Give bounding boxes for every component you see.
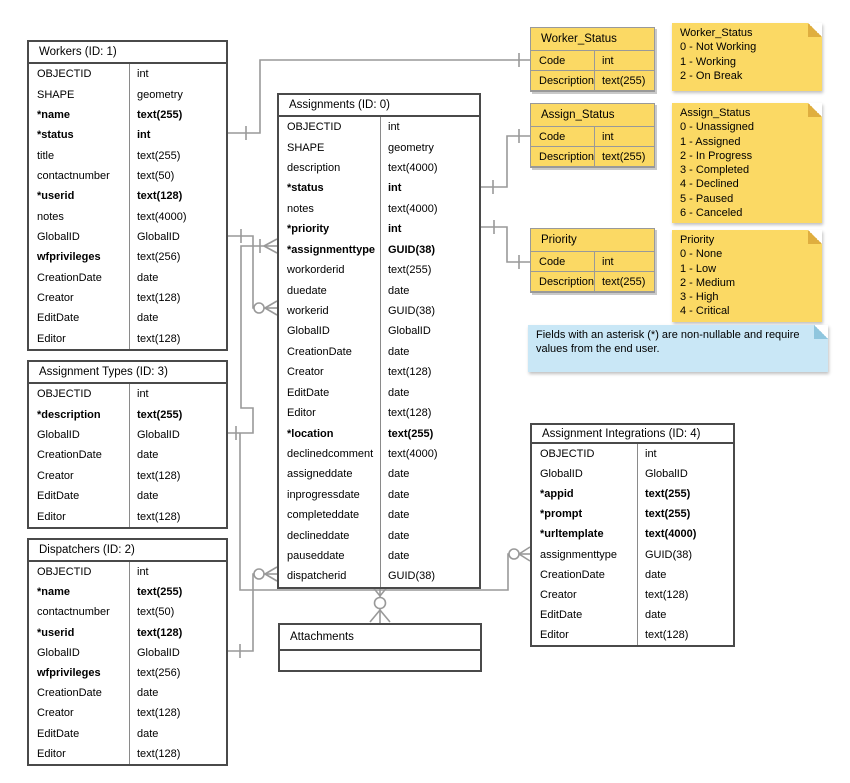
field-type: GlobalID [137, 429, 180, 442]
field-type: text(255) [137, 108, 183, 121]
field-type: GUID(38) [388, 243, 436, 256]
field-name: assigneddate [287, 468, 353, 481]
table-assignment-types[interactable] [27, 360, 228, 529]
field-type: text(255) [645, 508, 691, 521]
field-row[interactable] [531, 147, 654, 167]
note-line: 0 - Not Working [680, 41, 757, 54]
note-line: Worker_Status [680, 27, 753, 39]
note-line: 1 - Working [680, 55, 737, 68]
note-line: 2 - On Break [680, 69, 743, 82]
field-type: date [137, 490, 159, 503]
column-divider [129, 562, 130, 764]
field-row[interactable] [29, 207, 226, 227]
field-type: text(255) [137, 149, 181, 162]
field-row[interactable] [29, 562, 226, 582]
field-row[interactable] [279, 219, 479, 239]
field-row[interactable] [29, 486, 226, 506]
field-type: date [388, 509, 410, 522]
field-type: date [645, 568, 667, 581]
field-row[interactable] [532, 504, 733, 524]
field-name: CreationDate [37, 449, 102, 462]
field-row[interactable] [29, 166, 226, 186]
field-name: notes [37, 210, 64, 223]
note-line: 3 - Completed [680, 164, 750, 177]
field-row[interactable] [29, 683, 226, 703]
field-type: int [137, 388, 149, 401]
field-row[interactable] [29, 186, 226, 206]
field-row[interactable] [279, 485, 479, 505]
field-name: Creator [540, 588, 577, 601]
field-name: workerid [287, 305, 329, 317]
table-title: Attachments [290, 631, 354, 643]
field-type: date [388, 529, 410, 542]
field-name: *urltemplate [540, 528, 604, 541]
note-line: 1 - Assigned [680, 135, 741, 148]
field-row[interactable] [279, 546, 479, 566]
field-name: EditDate [37, 727, 80, 740]
field-row[interactable] [29, 582, 226, 602]
note-line: 5 - Paused [680, 192, 734, 205]
table-header-assignment-integrations[interactable] [532, 425, 733, 444]
field-type: date [137, 449, 159, 462]
field-name: *status [287, 182, 324, 195]
field-type: text(4000) [388, 447, 438, 460]
field-row[interactable] [279, 382, 479, 402]
connector-assignments-status-assign-status[interactable] [481, 129, 530, 194]
field-row[interactable] [532, 524, 733, 544]
field-row[interactable] [29, 643, 226, 663]
folded-corner-icon [808, 23, 822, 37]
field-name: OBJECTID [540, 448, 595, 461]
field-type: date [137, 312, 159, 325]
table-title: Assignment Integrations (ID: 4) [542, 427, 701, 440]
field-name: Creator [37, 469, 74, 482]
field-name: description [287, 162, 341, 175]
field-row[interactable] [29, 703, 226, 723]
note-line: 0 - None [680, 248, 723, 261]
table-header-priority[interactable] [531, 229, 654, 252]
field-row[interactable] [279, 280, 479, 300]
field-row[interactable] [279, 403, 479, 423]
note-line: 2 - Medium [680, 276, 736, 289]
field-row[interactable] [29, 247, 226, 267]
field-name: *prompt [540, 508, 583, 521]
column-divider [129, 64, 130, 349]
field-type: text(128) [645, 628, 689, 641]
folded-corner-icon [808, 103, 822, 117]
field-row[interactable] [532, 544, 733, 564]
field-name: dispatcherid [287, 570, 347, 583]
field-row[interactable] [29, 404, 226, 424]
field-type: GlobalID [645, 468, 688, 481]
table-worker-status[interactable] [530, 27, 655, 92]
column-divider [129, 384, 130, 527]
field-type: text(256) [137, 251, 181, 264]
field-name: SHAPE [37, 88, 75, 101]
table-title: Dispatchers (ID: 2) [39, 544, 135, 556]
field-row[interactable] [29, 384, 226, 404]
field-row[interactable] [29, 329, 226, 349]
field-name: Editor [37, 332, 66, 345]
field-type: text(255) [645, 488, 691, 501]
field-type: text(255) [602, 74, 646, 87]
field-type: date [388, 468, 410, 481]
field-type: text(50) [137, 169, 175, 182]
field-row[interactable] [531, 127, 654, 147]
field-type: int [137, 68, 149, 81]
field-name: contactnumber [37, 606, 110, 619]
note-line: Priority [680, 234, 715, 246]
field-row[interactable] [532, 484, 733, 504]
field-name: Creator [37, 292, 74, 305]
field-type: text(255) [137, 586, 183, 599]
table-assignment-integrations[interactable] [530, 423, 735, 647]
field-name: declineddate [287, 529, 350, 542]
field-name: Description [539, 74, 595, 87]
asterisk-note[interactable] [528, 325, 828, 372]
field-type: GUID(38) [645, 548, 693, 561]
field-row[interactable] [531, 71, 654, 91]
field-type: int [602, 130, 614, 143]
field-type: text(128) [137, 510, 181, 523]
field-name: GlobalID [287, 325, 330, 338]
field-type: text(255) [602, 150, 646, 163]
field-name: title [37, 149, 55, 162]
field-row[interactable] [531, 51, 654, 71]
field-row[interactable] [532, 585, 733, 605]
field-row[interactable] [29, 64, 226, 84]
worker-status-note[interactable] [672, 23, 822, 91]
table-title: Assignments (ID: 0) [289, 99, 390, 111]
field-name: SHAPE [287, 141, 325, 154]
field-type: date [137, 727, 159, 740]
field-name: *assignmenttype [287, 243, 376, 256]
field-name: Code [539, 255, 566, 268]
field-row[interactable] [279, 178, 479, 198]
field-name: Editor [287, 407, 316, 420]
field-row[interactable] [279, 525, 479, 545]
field-name: *location [287, 427, 334, 440]
table-priority[interactable] [530, 228, 655, 293]
field-name: *appid [540, 488, 574, 501]
column-divider [594, 127, 595, 167]
field-row[interactable] [279, 158, 479, 178]
table-header-assignments[interactable] [279, 95, 479, 117]
field-row[interactable] [279, 301, 479, 321]
field-type: text(128) [388, 407, 432, 420]
field-row[interactable] [279, 117, 479, 137]
field-name: notes [287, 202, 314, 215]
field-type: date [388, 284, 410, 297]
field-name: CreationDate [37, 687, 102, 700]
field-type: text(50) [137, 606, 175, 619]
field-row[interactable] [279, 464, 479, 484]
priority-note[interactable] [672, 230, 822, 322]
field-row[interactable] [279, 260, 479, 280]
field-row[interactable] [279, 423, 479, 443]
field-type: int [137, 129, 151, 142]
field-row[interactable] [29, 507, 226, 527]
field-name: Description [539, 150, 595, 163]
field-row[interactable] [279, 137, 479, 157]
field-row[interactable] [279, 240, 479, 260]
field-type: int [388, 121, 400, 134]
field-name: *name [37, 586, 71, 599]
field-row[interactable] [279, 321, 479, 341]
field-row[interactable] [531, 272, 654, 292]
field-name: OBJECTID [287, 121, 342, 134]
field-name: Code [539, 130, 566, 143]
field-row[interactable] [279, 566, 479, 586]
field-row[interactable] [280, 651, 480, 670]
field-name: duedate [287, 284, 327, 297]
folded-corner-icon [814, 325, 828, 339]
field-name: GlobalID [37, 429, 80, 442]
field-type: int [645, 448, 657, 461]
table-title: Assignment Types (ID: 3) [39, 366, 168, 378]
note-line: 2 - In Progress [680, 149, 753, 162]
field-type: text(128) [645, 588, 689, 601]
field-name: EditDate [37, 490, 80, 503]
field-type: date [388, 345, 410, 358]
assign-status-note[interactable] [672, 103, 822, 223]
field-row[interactable] [29, 623, 226, 643]
table-header-workers[interactable] [29, 42, 226, 64]
connector-dispatchers-globalid-assignments-dispatcherid[interactable] [228, 567, 277, 658]
field-name: GlobalID [37, 231, 80, 244]
field-row[interactable] [532, 444, 733, 464]
field-row[interactable] [279, 342, 479, 362]
table-workers[interactable] [27, 40, 228, 351]
field-name: *priority [287, 223, 330, 236]
field-type: date [137, 271, 159, 284]
field-type: int [388, 182, 402, 195]
note-line: 3 - High [680, 291, 719, 304]
table-attachments[interactable] [278, 623, 482, 672]
field-type: text(128) [137, 707, 181, 720]
field-type: text(255) [388, 427, 434, 440]
field-type: date [388, 550, 410, 563]
field-name: contactnumber [37, 169, 110, 182]
field-type: text(4000) [388, 162, 438, 175]
field-name: Editor [37, 747, 66, 760]
column-divider [380, 117, 381, 587]
table-header-attachments[interactable] [280, 625, 480, 651]
field-row[interactable] [532, 625, 733, 645]
field-name: declinedcomment [287, 447, 374, 460]
field-row[interactable] [29, 288, 226, 308]
field-type: text(128) [137, 190, 183, 203]
field-type: text(128) [388, 366, 432, 379]
field-name: *name [37, 108, 71, 121]
field-name: Description [539, 275, 595, 288]
field-name: Creator [37, 707, 74, 720]
field-row[interactable] [29, 145, 226, 165]
field-type: GUID(38) [388, 305, 436, 317]
field-name: assignmenttype [540, 548, 618, 561]
table-title: Workers (ID: 1) [39, 46, 117, 58]
field-row[interactable] [29, 425, 226, 445]
field-type: date [645, 608, 667, 621]
field-name: *userid [37, 626, 75, 639]
field-type: GUID(38) [388, 570, 436, 583]
table-title: Priority [541, 234, 577, 246]
field-name: EditDate [287, 386, 330, 399]
field-name: EditDate [37, 312, 80, 325]
field-type: text(128) [137, 747, 181, 760]
field-row[interactable] [29, 744, 226, 764]
field-type: geometry [137, 88, 183, 101]
field-name: CreationDate [37, 271, 102, 284]
field-type: text(128) [137, 626, 183, 639]
column-divider [594, 252, 595, 292]
field-type: text(128) [137, 469, 181, 482]
field-row[interactable] [29, 125, 226, 145]
field-name: CreationDate [287, 345, 352, 358]
column-divider [594, 51, 595, 91]
field-row[interactable] [531, 252, 654, 272]
field-type: text(4000) [137, 210, 187, 223]
connector-workers-globalid-assignments-workerid[interactable] [228, 229, 277, 315]
field-type: int [388, 223, 402, 236]
field-name: workorderid [287, 264, 345, 277]
field-type: int [137, 566, 149, 579]
field-row[interactable] [29, 308, 226, 328]
field-row[interactable] [29, 268, 226, 288]
table-title: Worker_Status [541, 33, 617, 45]
field-name: wfprivileges [37, 251, 101, 264]
field-name: Editor [37, 510, 66, 523]
field-row[interactable] [29, 466, 226, 486]
field-row[interactable] [29, 602, 226, 622]
note-line: 4 - Declined [680, 178, 739, 191]
field-type: int [602, 255, 614, 268]
field-name: Creator [287, 366, 324, 379]
field-name: *status [37, 129, 74, 142]
field-name: Editor [540, 628, 569, 641]
field-name: *description [37, 408, 101, 421]
field-type: GlobalID [137, 646, 180, 659]
field-name: CreationDate [540, 568, 605, 581]
field-row[interactable] [29, 724, 226, 744]
note-line: Assign_Status [680, 107, 751, 119]
column-divider [637, 444, 638, 645]
table-header-worker-status[interactable] [531, 28, 654, 51]
field-row[interactable] [532, 605, 733, 625]
field-name: inprogressdate [287, 488, 360, 501]
field-row[interactable] [279, 505, 479, 525]
field-type: date [388, 386, 410, 399]
field-name: GlobalID [37, 646, 80, 659]
field-type: date [388, 488, 410, 501]
field-name: Code [539, 54, 566, 67]
field-row[interactable] [29, 105, 226, 125]
table-header-dispatchers[interactable] [29, 540, 226, 562]
field-row[interactable] [279, 362, 479, 382]
field-name: EditDate [540, 608, 583, 621]
table-assignments[interactable] [277, 93, 481, 589]
field-name: wfprivileges [37, 667, 101, 680]
table-assign-status[interactable] [530, 103, 655, 168]
connector-assignments-priority-priority[interactable] [481, 220, 530, 269]
field-type: text(4000) [645, 528, 697, 541]
field-name: *userid [37, 190, 75, 203]
field-type: text(128) [137, 292, 181, 305]
field-type: text(4000) [388, 202, 438, 215]
field-row[interactable] [532, 464, 733, 484]
field-type: text(255) [602, 275, 646, 288]
table-header-assignment-types[interactable] [29, 362, 226, 384]
field-name: OBJECTID [37, 388, 92, 401]
note-line: 0 - Unassigned [680, 121, 754, 134]
field-type: date [137, 687, 159, 700]
field-name: GlobalID [540, 468, 583, 481]
table-header-assign-status[interactable] [531, 104, 654, 127]
field-name: completeddate [287, 509, 360, 522]
note-line: 4 - Critical [680, 305, 730, 318]
field-type: text(255) [388, 264, 432, 277]
folded-corner-icon [808, 230, 822, 244]
field-name: pauseddate [287, 550, 345, 563]
field-row[interactable] [29, 84, 226, 104]
field-name: OBJECTID [37, 566, 92, 579]
field-row[interactable] [532, 565, 733, 585]
field-type: int [602, 54, 614, 67]
field-type: text(128) [137, 332, 181, 345]
table-title: Assign_Status [541, 109, 615, 121]
field-row[interactable] [29, 445, 226, 465]
field-row[interactable] [29, 227, 226, 247]
field-row[interactable] [29, 663, 226, 683]
field-type: text(255) [137, 408, 183, 421]
field-row[interactable] [279, 444, 479, 464]
field-type: GlobalID [388, 325, 431, 338]
field-type: GlobalID [137, 231, 180, 244]
table-dispatchers[interactable] [27, 538, 228, 766]
field-row[interactable] [279, 199, 479, 219]
field-type: text(256) [137, 667, 181, 680]
field-type: geometry [388, 141, 434, 154]
note-line: 6 - Canceled [680, 207, 743, 220]
field-name: OBJECTID [37, 68, 92, 81]
note-line: 1 - Low [680, 262, 717, 275]
note-line: Fields with an asterisk (*) are non-nullable and require values from the end user. [536, 329, 800, 356]
